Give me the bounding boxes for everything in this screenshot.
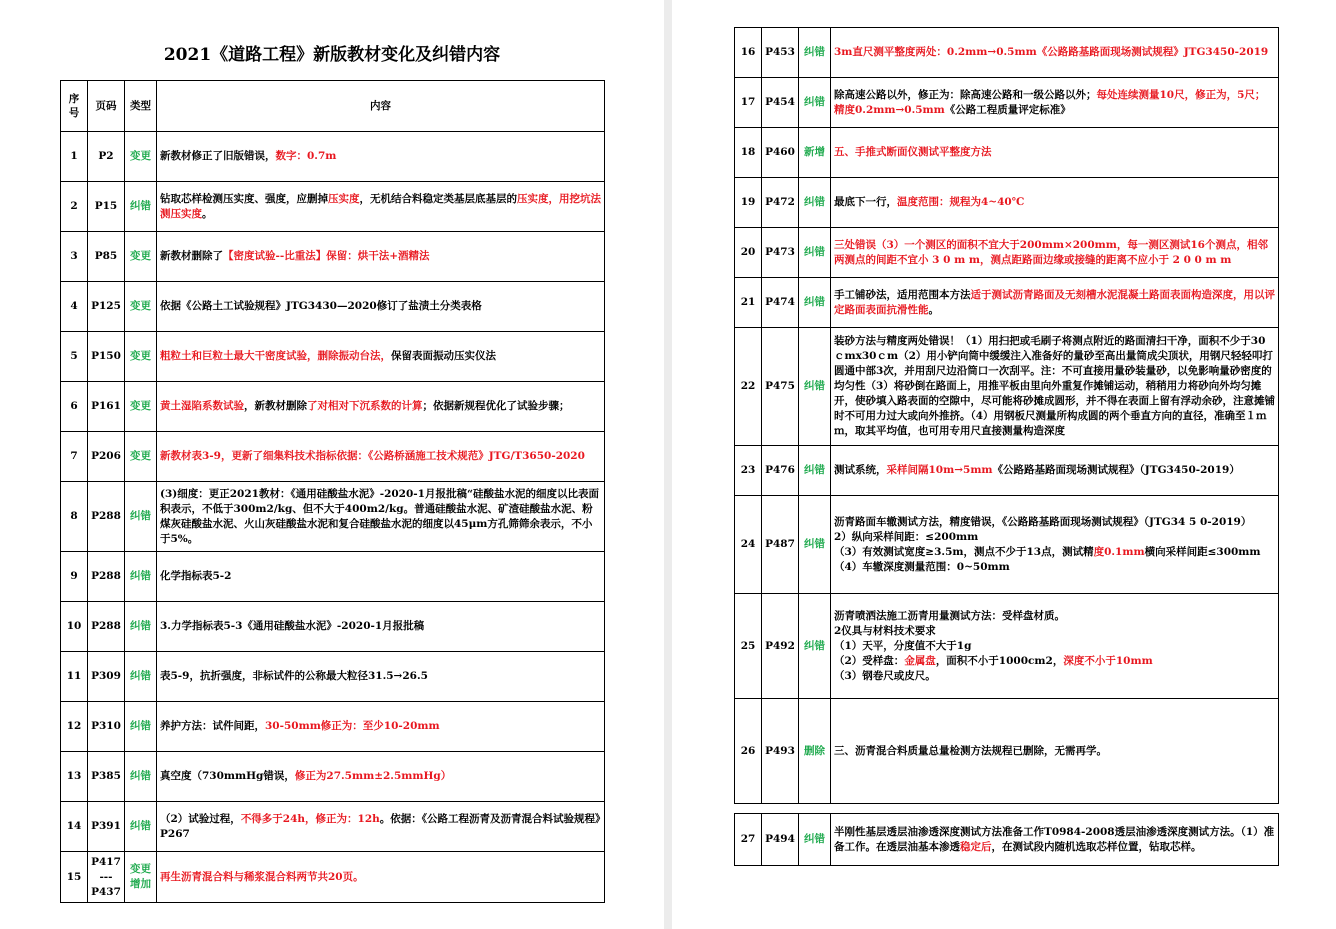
- change-type-badge: 纠错: [125, 602, 157, 652]
- highlight-text: 深度不小于10mm: [1063, 654, 1153, 667]
- plain-text: ，面积不小于1000cm2，: [935, 654, 1064, 667]
- content-text: [160, 569, 601, 584]
- highlight-text: 压实度，用挖坑法测压实度: [160, 192, 601, 220]
- table-row: [61, 132, 605, 182]
- table-gap: [735, 804, 1279, 814]
- change-type-badge: 纠错: [799, 178, 831, 228]
- row-content: [831, 278, 1279, 328]
- row-content: [831, 699, 1279, 804]
- table-row: [735, 594, 1279, 699]
- highlight-text: 金属盘: [904, 654, 936, 667]
- row-number: 16: [735, 28, 762, 78]
- plain-text: 真空度（730mmHg错误，: [160, 770, 295, 782]
- page-ref: P460: [762, 128, 799, 178]
- header-no: 序号: [61, 81, 88, 132]
- page-ref: P85: [88, 232, 125, 282]
- corrections-table-right: [734, 27, 1279, 866]
- page-ref: P453: [762, 28, 799, 78]
- table-row: [735, 278, 1279, 328]
- row-number: 24: [735, 496, 762, 594]
- row-content: [831, 328, 1279, 446]
- content-text: [834, 515, 1275, 575]
- row-content: [831, 78, 1279, 128]
- row-number: 12: [61, 702, 88, 752]
- plain-text: 化学指标表5-2: [160, 570, 232, 582]
- row-number: 27: [735, 814, 762, 866]
- page-ref: P492: [762, 594, 799, 699]
- plain-text: 表5-9，抗折强度，非标试件的公称最大粒径31.5→26.5: [160, 670, 428, 682]
- content-text: [834, 195, 1275, 210]
- highlight-text: 五、手推式断面仪测试平整度方法: [834, 146, 992, 158]
- plain-text: 保留表面振动压实仪法: [391, 350, 496, 362]
- page-ref: P2: [88, 132, 125, 182]
- row-number: 2: [61, 182, 88, 232]
- page-ref: P454: [762, 78, 799, 128]
- table-row: [61, 382, 605, 432]
- change-type-badge: 变更 增加: [125, 852, 157, 903]
- content-text: [160, 449, 601, 464]
- page-ref: P288: [88, 482, 125, 552]
- row-content: [831, 128, 1279, 178]
- change-type-badge: 纠错: [799, 594, 831, 699]
- row-number: 9: [61, 552, 88, 602]
- page-ref: P472: [762, 178, 799, 228]
- highlight-text: 【密度试验--比重法】保留：烘干法+酒精法: [223, 250, 430, 262]
- page-ref: P493: [762, 699, 799, 804]
- corrections-table-left: [60, 80, 605, 903]
- table-row: [61, 652, 605, 702]
- row-number: 20: [735, 228, 762, 278]
- row-content: [831, 28, 1279, 78]
- table-row: [61, 332, 605, 382]
- content-text: [160, 619, 601, 634]
- plain-text: 。: [202, 207, 213, 220]
- plain-text: ，无机结合料稳定类基层底基层的: [359, 192, 517, 205]
- content-text: [160, 349, 601, 364]
- plain-text: 钻取芯样检测压实度、强度，应删掉: [160, 192, 328, 205]
- row-content: [831, 814, 1279, 866]
- change-type-badge: 纠错: [799, 278, 831, 328]
- plain-text: 。: [928, 303, 939, 316]
- row-number: 14: [61, 802, 88, 852]
- content-text: [160, 812, 601, 842]
- table-row: [61, 232, 605, 282]
- page-ref: P161: [88, 382, 125, 432]
- row-content: [157, 432, 605, 482]
- table-row: [735, 78, 1279, 128]
- page-ref: P475: [762, 328, 799, 446]
- plain-text: 测试系统，: [834, 464, 887, 476]
- table-row: [735, 178, 1279, 228]
- plain-text: ，新教材删除: [244, 400, 307, 412]
- row-number: 21: [735, 278, 762, 328]
- row-number: 1: [61, 132, 88, 182]
- row-content: [157, 652, 605, 702]
- page-ref: P487: [762, 496, 799, 594]
- highlight-text: 3m直尺测平整度两处：0.2mm→0.5mm《公路路基路面现场测试规程》JTG3450-2019: [834, 46, 1269, 58]
- row-number: 5: [61, 332, 88, 382]
- row-number: 26: [735, 699, 762, 804]
- row-content: [157, 282, 605, 332]
- table-body-right: [735, 28, 1279, 866]
- page-ref: P476: [762, 446, 799, 496]
- plain-text: 依据《公路土工试验规程》JTG3430—2020修订了盐渍土分类表格: [160, 300, 482, 312]
- row-number: 15: [61, 852, 88, 903]
- row-content: [157, 602, 605, 652]
- change-type-badge: 纠错: [799, 28, 831, 78]
- table-row: [61, 552, 605, 602]
- plain-text: (3)细度：更正2021教材：《通用硅酸盐水泥》-2020-1月报批稿“硅酸盐水泥的细度以比表面积表示，不低于300m2/kg、但不大于400m2/kg。普通硅酸盐水泥、矿渣硅酸盐水泥、粉煤灰硅酸盐水泥、火山灰硅酸盐水泥和复合硅酸盐水泥的细度以45μm方孔筛筛余表示，不小于5%。: [160, 487, 599, 545]
- row-content: [831, 496, 1279, 594]
- change-type-badge: 纠错: [799, 496, 831, 594]
- page-ref: P494: [762, 814, 799, 866]
- row-content: [157, 702, 605, 752]
- row-number: 23: [735, 446, 762, 496]
- row-content: [157, 552, 605, 602]
- table-row: [735, 328, 1279, 446]
- page-ref: P125: [88, 282, 125, 332]
- table-body-left: [61, 132, 605, 903]
- change-type-badge: 纠错: [125, 702, 157, 752]
- plain-text: 沥青路面车辙测试方法，精度错误，《公路路基路面现场测试规程》（JTG34 5 0-2019） 2）纵向采样间距：≤200mm （3）有效测试宽度≥3.5m，测点不少于13点，测试精: [834, 515, 1252, 558]
- row-content: [831, 594, 1279, 699]
- page-ref: P474: [762, 278, 799, 328]
- highlight-text: 度0.1mm: [1093, 545, 1145, 558]
- page-ref: P206: [88, 432, 125, 482]
- content-text: [834, 145, 1275, 160]
- content-text: [834, 288, 1275, 318]
- change-type-badge: 纠错: [125, 652, 157, 702]
- row-content: [157, 802, 605, 852]
- change-type-badge: 变更: [125, 432, 157, 482]
- highlight-text: 采样间隔10m→5mm: [886, 464, 993, 476]
- page-ref: P310: [88, 702, 125, 752]
- row-content: [157, 482, 605, 552]
- page-ref: P417 --- P437: [88, 852, 125, 903]
- row-content: [831, 228, 1279, 278]
- change-type-badge: 变更: [125, 332, 157, 382]
- table-row: [61, 282, 605, 332]
- plain-text: 手工铺砂法，适用范围本方法: [834, 288, 971, 301]
- row-content: [157, 382, 605, 432]
- header-type: 类型: [125, 81, 157, 132]
- content-text: [834, 88, 1275, 118]
- plain-text: 3.力学指标表5-3《通用硅酸盐水泥》-2020-1月报批稿: [160, 620, 425, 632]
- change-type-badge: 变更: [125, 382, 157, 432]
- content-text: [834, 334, 1275, 439]
- highlight-text: 不得多于24h，修正为：12h: [240, 812, 380, 825]
- plain-text: 《公路路基路面现场测试规程》（JTG3450-2019）: [992, 464, 1240, 476]
- highlight-text: 30-50mm修正为：至少10-20mm: [265, 720, 440, 732]
- content-text: [160, 192, 601, 222]
- content-text: [160, 249, 601, 264]
- highlight-text: 压实度: [328, 192, 360, 205]
- highlight-text: 粗粒土和巨粒土最大干密度试验，删除振动台法，: [160, 350, 391, 362]
- table-row: [735, 228, 1279, 278]
- row-number: 8: [61, 482, 88, 552]
- change-type-badge: 纠错: [125, 752, 157, 802]
- page-ref: P473: [762, 228, 799, 278]
- table-row: [61, 752, 605, 802]
- content-text: [160, 399, 601, 414]
- plain-text: 新教材删除了: [160, 250, 223, 262]
- highlight-text: 数字：0.7m: [275, 150, 337, 162]
- plain-text: 除高速公路以外，修正为：除高速公路和一级公路以外；: [834, 88, 1097, 101]
- document-title: 2021《道路工程》新版教材变化及纠错内容: [163, 45, 501, 65]
- plain-text: 《公路工程质量评定标准》: [944, 103, 1071, 116]
- plain-text: 。依据：《公路工程沥青及沥青混合料试验规程》P267: [160, 812, 601, 840]
- change-type-badge: 删除: [799, 699, 831, 804]
- page-ref: P150: [88, 332, 125, 382]
- plain-text: 新教材修正了旧版错误，: [160, 150, 276, 162]
- plain-text: 三、沥青混合料质量总量检测方法规程已删除，无需再学。: [834, 744, 1107, 757]
- row-number: 17: [735, 78, 762, 128]
- table-row: [61, 802, 605, 852]
- row-content: [157, 752, 605, 802]
- plain-text: 横向采样间距≤300mm （4）车辙深度测量范围：0~50mm: [834, 545, 1261, 573]
- content-text: [160, 870, 601, 885]
- row-content: [157, 182, 605, 232]
- change-type-badge: 纠错: [125, 552, 157, 602]
- table-header-row: [61, 81, 605, 132]
- highlight-text: 了对相对下沉系数的计算: [307, 400, 423, 412]
- table-row: [61, 702, 605, 752]
- row-content: [831, 178, 1279, 228]
- page-ref: P15: [88, 182, 125, 232]
- change-type-badge: 变更: [125, 282, 157, 332]
- table-row: [735, 496, 1279, 594]
- plain-text: （2）试验过程，: [160, 812, 241, 825]
- page-ref: P309: [88, 652, 125, 702]
- table-row: [735, 28, 1279, 78]
- content-text: [834, 825, 1275, 855]
- page-ref: P391: [88, 802, 125, 852]
- change-type-badge: 纠错: [125, 182, 157, 232]
- change-type-badge: 纠错: [799, 814, 831, 866]
- highlight-text: 黄土湿陷系数试验: [160, 400, 244, 412]
- content-text: [834, 238, 1275, 268]
- highlight-text: 稳定后: [960, 840, 992, 853]
- content-text: [160, 769, 601, 784]
- plain-text: ；依据新规程优化了试验步骤；: [422, 400, 570, 412]
- row-number: 4: [61, 282, 88, 332]
- row-number: 7: [61, 432, 88, 482]
- table-row: [61, 182, 605, 232]
- change-type-badge: 变更: [125, 232, 157, 282]
- content-text: [834, 463, 1275, 478]
- change-type-badge: 纠错: [125, 802, 157, 852]
- change-type-badge: 变更: [125, 132, 157, 182]
- row-content: [831, 446, 1279, 496]
- row-number: 25: [735, 594, 762, 699]
- content-text: [160, 149, 601, 164]
- table-row: [61, 852, 605, 903]
- change-type-badge: 纠错: [125, 482, 157, 552]
- content-text: [834, 744, 1275, 759]
- row-number: 11: [61, 652, 88, 702]
- row-number: 6: [61, 382, 88, 432]
- content-text: [160, 719, 601, 734]
- table-row: [61, 602, 605, 652]
- row-number: 10: [61, 602, 88, 652]
- row-number: 18: [735, 128, 762, 178]
- row-number: 13: [61, 752, 88, 802]
- highlight-text: 三处错误（3）一个测区的面积不宜大于200mm×200mm，每一测区测试16个测点，相邻两测点的间距不宜小 3 0 m m，测点距路面边缘或接缝的距离不应小于 2 0 0 m m: [834, 238, 1268, 266]
- change-type-badge: 纠错: [799, 328, 831, 446]
- gap-cell: [735, 804, 1279, 814]
- plain-text: ，在测试段内随机选取芯样位置，钻取芯样。: [991, 840, 1202, 853]
- content-text: [834, 609, 1275, 684]
- plain-text: 养护方法：试件间距，: [160, 720, 265, 732]
- plain-text: 装砂方法与精度两处错误！（1）用扫把或毛刷子将测点附近的路面清扫干净，面积不少于30ｃmx30ｃm（2）用小铲向筒中缓缓注入准备好的量砂至高出量筒成尖顶状，用钢尺轻轻叩打圆通中部3次，并用刮尺边沿筒口一次刮平。注：不可直接用量砂装量砂，以免影响量砂密度的均匀性（3）将砂倒在路面上，用推平板由里向外重复作摊铺运动，稍稍用力将砂向外均匀摊开，使砂填入路表面的空隙中，尽可能将砂摊成圆形，并不得在表面上留有浮动余砂，注意摊铺时不可用力过大或向外推挤。（4）用钢板尺测量所构成圆的两个垂直方向的直径，准确至１ｍｍ，取其平均值，也可用专用尺直接测量构造深度: [834, 335, 1275, 437]
- row-content: [157, 852, 605, 903]
- highlight-text: 温度范围：规程为4~40℃: [897, 196, 1025, 208]
- plain-text: 半刚性基层透层油渗透深度测试方法准备工作T0984-2008透层油渗透深度测试方法。（1）准备工作。在透层油基本渗透: [834, 825, 1275, 853]
- change-type-badge: 纠错: [799, 446, 831, 496]
- row-content: [157, 132, 605, 182]
- header-content: 内容: [157, 81, 605, 132]
- row-number: 22: [735, 328, 762, 446]
- page-ref: P288: [88, 602, 125, 652]
- plain-text: 沥青喷洒法施工沥青用量测试方法：受样盘材质。 2仪具与材料技术要求 （1）天平，分度值不大于1g （2）受样盘：: [834, 609, 1065, 667]
- content-text: [160, 669, 601, 684]
- content-text: [834, 45, 1275, 60]
- table-row: [735, 446, 1279, 496]
- page-ref: P288: [88, 552, 125, 602]
- plain-text: 最底下一行，: [834, 196, 897, 208]
- row-content: [157, 232, 605, 282]
- table-row: [735, 128, 1279, 178]
- table-row: [735, 699, 1279, 804]
- change-type-badge: 纠错: [799, 228, 831, 278]
- highlight-text: 适于测试沥青路面及无刻槽水泥混凝土路面表面构造深度，用以评定路面表面抗滑性能: [834, 288, 1275, 316]
- row-number: 19: [735, 178, 762, 228]
- page-ref: P385: [88, 752, 125, 802]
- change-type-badge: 新增: [799, 128, 831, 178]
- content-text: [160, 299, 601, 314]
- highlight-text: 新教材表3-9，更新了细集料技术指标依据：《公路桥涵施工技术规范》JTG/T3650-2020: [160, 450, 585, 462]
- highlight-text: 再生沥青混合料与稀浆混合料两节共20页。: [160, 870, 364, 883]
- content-text: [160, 487, 601, 547]
- plain-text: （3）钢卷尺或皮尺。: [834, 669, 936, 682]
- table-row: [61, 432, 605, 482]
- row-content: [157, 332, 605, 382]
- row-number: 3: [61, 232, 88, 282]
- highlight-text: 修正为27.5mm±2.5mmHg）: [294, 770, 452, 782]
- table-row: [735, 814, 1279, 866]
- table-row: [61, 482, 605, 552]
- change-type-badge: 纠错: [799, 78, 831, 128]
- highlight-text: 每处连续测量10尺，修正为，5尺；精度0.2mm→0.5mm: [834, 88, 1266, 116]
- header-page: 页码: [88, 81, 125, 132]
